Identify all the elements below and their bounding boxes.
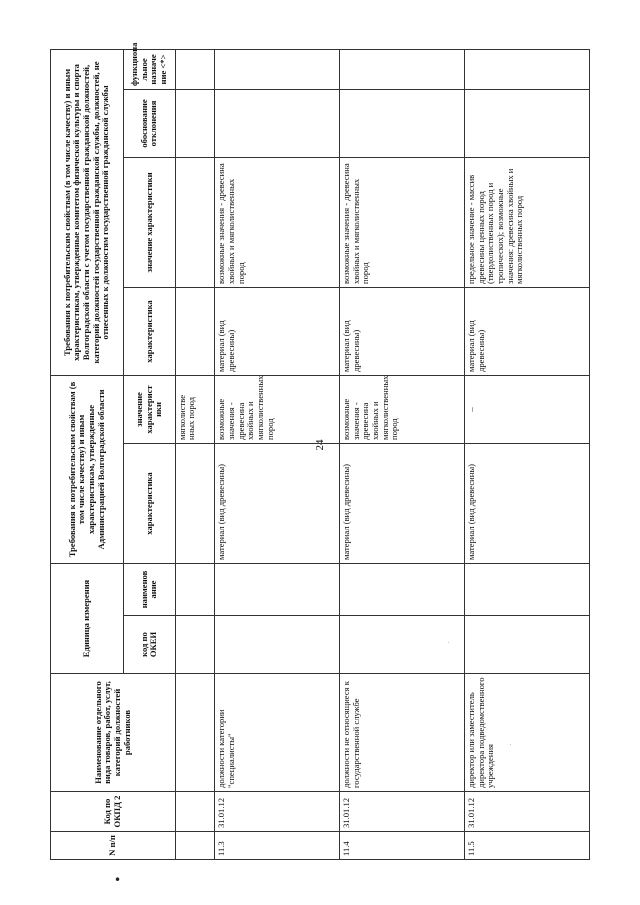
carry-over-row (175, 49, 215, 859)
header-unit: Единица измерения (51, 564, 124, 674)
row-num: 11.5 (465, 832, 590, 860)
header-okpd: Код по ОКПД 2 (51, 792, 176, 832)
header-name: Наименование отдельного вида товаров, работ, услуг, категорий должностей работников (51, 674, 176, 792)
row-char: материал (вид древесины) (215, 444, 340, 564)
bullet-mark: • (114, 873, 122, 887)
row-name: должности категории "специалисты" (215, 674, 340, 792)
row-num: 11.4 (340, 832, 465, 860)
header-functional: функциона льное назначе ние <*> (123, 49, 175, 89)
header-value2: значение характеристики (123, 157, 175, 287)
header-value: значение характерист ики (123, 375, 175, 443)
header-justification: обоснование отклонения (123, 89, 175, 157)
header-unit-code: код по ОКЕИ (123, 616, 175, 674)
row-char2: материал (вид древесины) (465, 287, 590, 375)
row-value: – (465, 375, 590, 443)
row-okpd: 31.01.12 (215, 792, 340, 832)
row-char2: материал (вид древесины) (340, 287, 465, 375)
row-value2: возможные значения - древесина хвойных и мягколиственных пород (340, 157, 465, 287)
row-char: материал (вид древесины) (465, 444, 590, 564)
row-value: возможные значения - древесина хвойных и мягколиственных пород (215, 375, 340, 443)
table-row (465, 49, 590, 859)
table-row (340, 49, 465, 859)
header-unit-name: наименов ание (123, 564, 175, 616)
header-req-admin: Требования к потребительским свойствам (в том числе качеству) и иным характеристикам, утвержденные Администрацией Волгоградской области (51, 375, 124, 563)
carry-over-value: мягколистве нных пород (175, 375, 215, 443)
row-value2: предельное значение - массив древесины ценных пород (твердолиственных пород и тропических); возможные значения: древесина хвойных и мягколиственных пород (465, 157, 590, 287)
row-value2: возможные значения - древесина хвойных и мягколиственных пород (215, 157, 340, 287)
row-value: возможные значения - древесина хвойных и мягколиственных пород (340, 375, 465, 443)
row-okpd: 31.01.12 (465, 792, 590, 832)
row-char: материал (вид древесины) (340, 444, 465, 564)
requirements-table (50, 42, 590, 860)
row-char2: материал (вид древесины) (215, 287, 340, 375)
header-req-committee: Требования к потребительским свойствам (в том числе качеству) и иным характеристикам, утвержденные комитетом физической культуры и спорта Волгоградской области с учетом государственной гражданской должностей, категорий должностей государственной гражданской службы, должностей, не отнесенных к должностям государственной гражданской службы (51, 49, 124, 375)
rotated-table-wrapper (50, 42, 590, 860)
header-num: N п/п (51, 832, 176, 860)
row-name: должности не относящиеся к государственной службе (340, 674, 465, 792)
row-name: директор или заместитель директора подведомственного учреждения (465, 674, 590, 792)
speck-mark: · (448, 640, 450, 645)
row-num: 11.3 (215, 832, 340, 860)
speck-mark: · (510, 742, 512, 747)
row-okpd: 31.01.12 (340, 792, 465, 832)
table-row (215, 49, 340, 859)
page-number: 24 (314, 439, 326, 451)
header-char2: характеристика (123, 287, 175, 375)
table-stage (50, 42, 590, 860)
header-char: характеристика (123, 444, 175, 564)
header-row-1 (51, 49, 124, 859)
